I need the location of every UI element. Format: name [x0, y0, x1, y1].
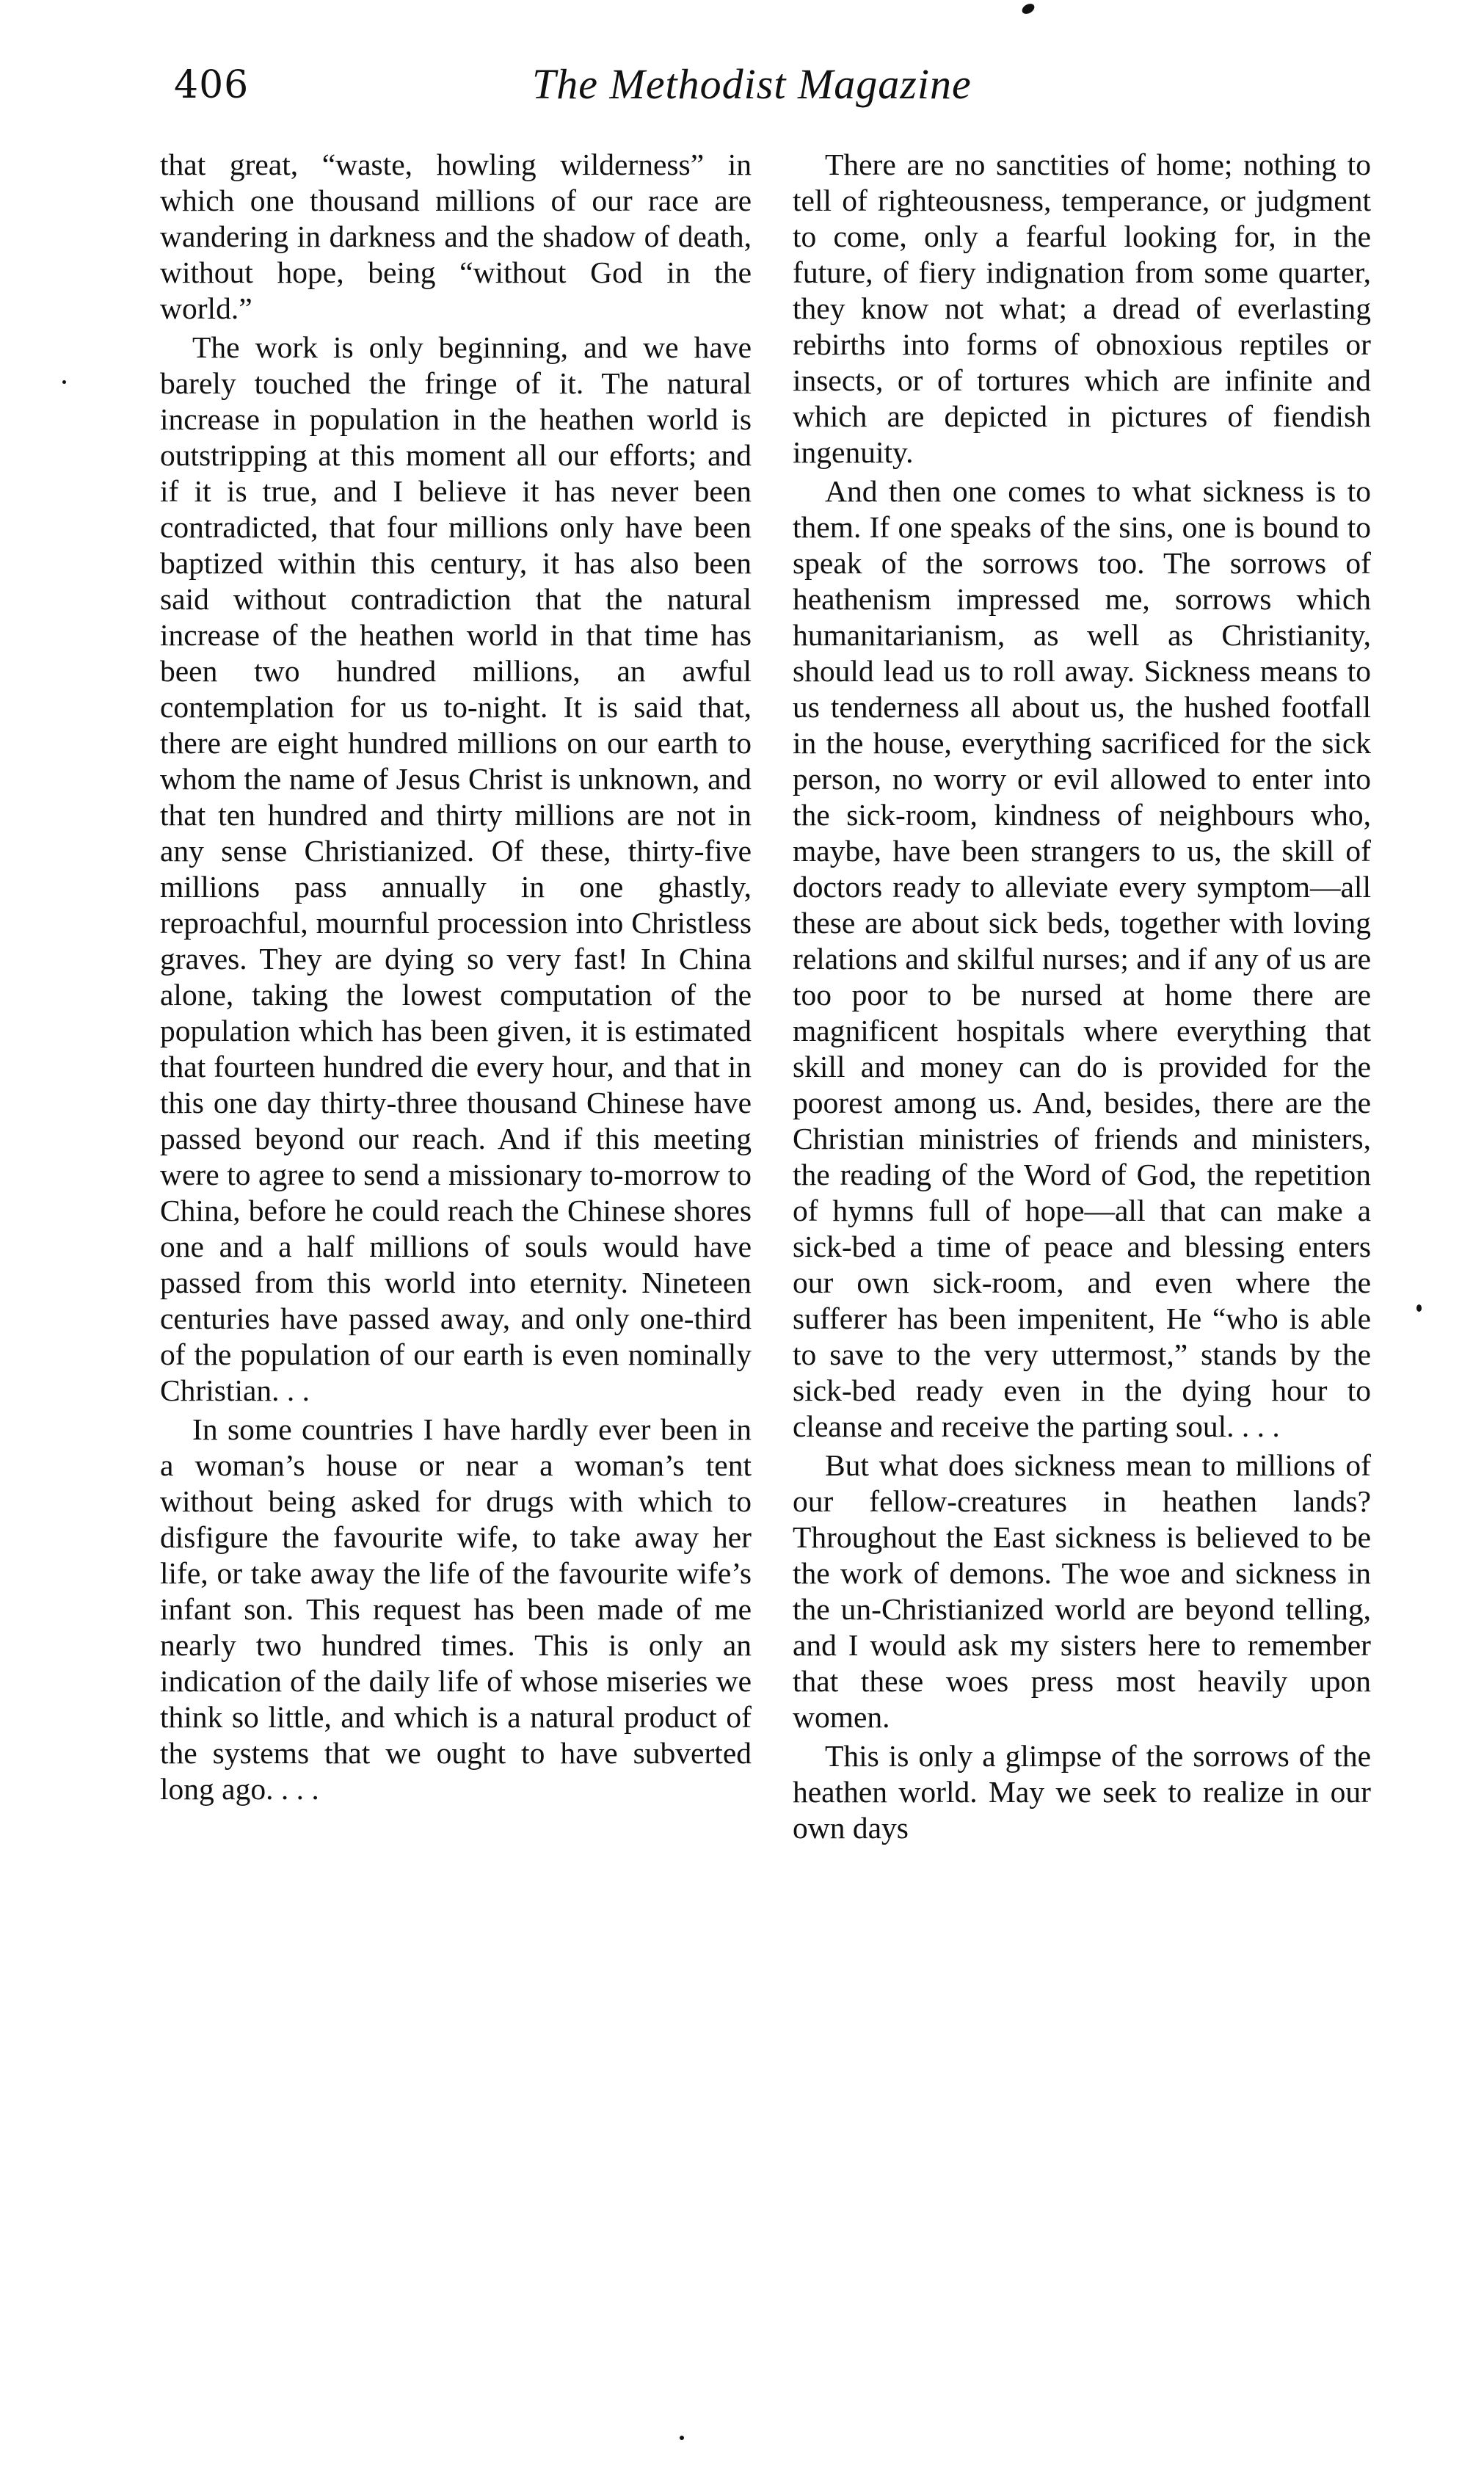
right-column	[793, 147, 1371, 1849]
print-speck-right	[1416, 1304, 1422, 1312]
paragraph: This is only a glimpse of the sorrows of the heathen world. May we seek to realize in our own days	[793, 1739, 1371, 1845]
paragraph: But what does sickness mean to millions of our fellow-creatures in heathen lands? Throughout the East sickness is believed to be the work of demons. The woe and sickness in the un-Christianized world are beyond telling, and I would ask my sisters here to remember that these woes press most heavily upon women.	[793, 1448, 1371, 1734]
paragraph: In some countries I have hardly ever been in a woman’s house or near a woman’s tent without being asked for drugs with which to disfigure the favourite wife, to take away her life, or take away the life of the favourite wife’s infant son. This request has been made of me nearly two hundred times. This is only an indication of the daily life of whose miseries we think so little, and which is a natural product of the systems that we ought to have subverted long ago. . . .	[160, 1412, 752, 1806]
paragraph: There are no sanctities of home; nothing to tell of righteousness, temperance, or judgment to come, only a fearful looking for, in the future, of fiery indignation from some quarter, they know not what; a dread of everlasting rebirths into forms of obnoxious reptiles or insects, or of tortures which are infinite and which are depicted in pictures of fiendish ingenuity.	[793, 148, 1371, 469]
running-head: The Methodist Magazine	[532, 60, 972, 108]
print-speck-top	[1020, 1, 1036, 15]
page-number: 406	[174, 63, 250, 107]
left-column	[160, 147, 752, 1810]
paragraph: And then one comes to what sickness is to them. If one speaks of the sins, one is bound to speak of the sorrows too. The sorrows of heathenism impressed me, sorrows which humanitarianism, as well as Christianity, should lead us to roll away. Sickness means to us tenderness all about us, the hushed footfall in the house, everything sacrificed for the sick person, no worry or evil allowed to enter into the sick-room, kindness of neighbours who, maybe, have been strangers to us, the skill of doctors ready to alleviate every symptom—all these are about sick beds, together with loving relations and skilful nurses; and if any of us are too poor to be nursed at home there are magnificent hospitals where everything that skill and money can do is provided for the poorest among us. And, besides, there are the Christian ministries of friends and ministers, the reading of the Word of God, the repetition of hymns full of hope—all that can make a sick-bed a time of peace and blessing enters our own sick-room, and even where the sufferer has been impenitent, He “who is able to save to the very uttermost,” stands by the sick-bed ready even in the dying hour to cleanse and receive the parting soul. . . .	[793, 474, 1371, 1443]
paragraph: that great, “waste, howling wilderness” in which one thousand millions of our race are wandering in darkness and the shadow of death, without hope, being “without God in the world.”	[160, 148, 752, 325]
print-speck-bottom	[680, 2436, 684, 2440]
paragraph: The work is only beginning, and we have barely touched the fringe of it. The natural increase in population in the heathen world is outstripping at this moment all our efforts; and if it is true, and I believe it has never been contradicted, that four millions only have been baptized within this century, it has also been said without contradiction that the natural increase of the heathen world in that time has been two hundred millions, an awful contemplation for us to-night. It is said that, there are eight hundred millions on our earth to whom the name of Jesus Christ is unknown, and that ten hundred and thirty millions are not in any sense Christianized. Of these, thirty-five millions pass annually in one ghastly, reproachful, mournful procession into Christless graves. They are dying so very fast! In China alone, taking the lowest computation of the population which has been given, it is estimated that fourteen hundred die every hour, and that in this one day thirty-three thousand Chinese have passed beyond our reach. And if this meeting were to agree to send a missionary to-morrow to China, before he could reach the Chinese shores one and a half millions of souls would have passed from this world into eternity. Nineteen centuries have passed away, and only one-third of the population of our earth is even nominally Christian. . .	[160, 330, 752, 1407]
print-speck-left	[62, 380, 66, 384]
